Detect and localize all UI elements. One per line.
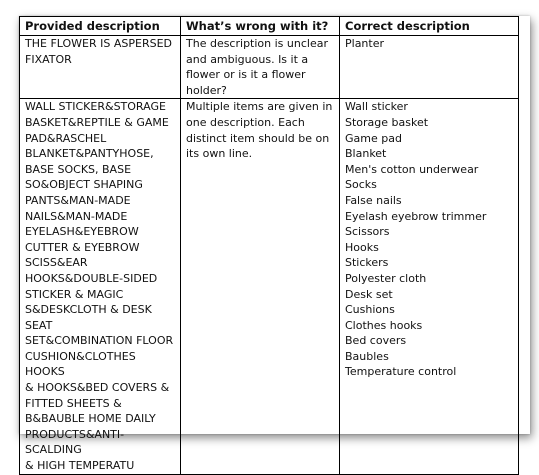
provided-line: PRODUCTS&ANTI-SCALDING <box>25 427 125 457</box>
correct-description-cell <box>340 36 519 99</box>
provided-line: FIXATOR <box>25 52 72 66</box>
provided-line: & HIGH TEMPERATU <box>25 459 135 473</box>
whats-wrong-cell <box>181 99 340 474</box>
correct-item: Baubles <box>345 349 389 363</box>
header-correct-description: Correct description <box>340 17 519 36</box>
provided-line: CUSHION&CLOTHES HOOKS <box>25 349 136 379</box>
correct-item: Wall sticker <box>345 100 408 114</box>
wrong-line: one description. Each <box>186 115 305 129</box>
table-row <box>20 36 519 99</box>
header-whats-wrong: What’s wrong with it? <box>181 17 340 36</box>
provided-line: S&DESKCLOTH & DESK SEAT <box>25 303 152 332</box>
correct-item: Eyelash eyebrow trimmer <box>345 209 487 223</box>
correct-item: Hooks <box>345 240 379 254</box>
provided-description-cell <box>20 36 181 99</box>
provided-line: EYELASH&EYEBROW <box>25 225 139 239</box>
description-table <box>19 16 519 475</box>
correct-item: Men's cotton underwear <box>345 162 479 176</box>
correct-item: Scissors <box>345 225 390 239</box>
correct-item: Storage basket <box>345 115 429 129</box>
provided-line: BASKET&REPTILE & GAME <box>25 115 169 129</box>
wrong-line: and ambiguous. Is it a <box>186 52 309 66</box>
header-row <box>20 17 519 36</box>
correct-description-cell <box>340 99 519 474</box>
correct-item: Game pad <box>345 131 402 145</box>
provided-line: WALL STICKER&STORAGE <box>25 100 166 114</box>
provided-line: BLANKET&PANTYHOSE, <box>25 147 154 161</box>
correct-item: Planter <box>345 37 385 50</box>
provided-line: SO&OBJECT SHAPING <box>25 178 143 192</box>
provided-description-cell <box>20 99 181 474</box>
provided-line: BASE SOCKS, BASE <box>25 162 132 176</box>
provided-line: SET&COMBINATION FLOOR <box>25 334 174 348</box>
provided-line: STICKER & MAGIC <box>25 287 124 301</box>
wrong-line: The description is unclear <box>186 37 328 50</box>
provided-line: PANTS&MAN-MADE <box>25 193 131 207</box>
correct-item: Polyester cloth <box>345 271 427 285</box>
provided-line: CUTTER & EYEBROW <box>25 240 140 254</box>
wrong-line: Multiple items are given in <box>186 100 333 114</box>
correct-item: Stickers <box>345 256 389 270</box>
table-row <box>20 99 519 474</box>
table-card <box>19 16 530 473</box>
provided-line: NAILS&MAN-MADE <box>25 209 128 223</box>
header-provided-description: Provided description <box>20 17 181 36</box>
wrong-line: its own line. <box>186 147 253 161</box>
provided-line: THE FLOWER IS ASPERSED <box>25 37 172 50</box>
provided-line: B&BAUBLE HOME DAILY <box>25 412 156 426</box>
correct-item: False nails <box>345 193 402 207</box>
whats-wrong-cell <box>181 36 340 99</box>
provided-line: & HOOKS&BED COVERS & <box>25 381 170 395</box>
provided-line: FITTED SHEETS & <box>25 396 122 410</box>
correct-item: Desk set <box>345 287 393 301</box>
correct-item: Bed covers <box>345 334 407 348</box>
correct-item: Blanket <box>345 147 387 161</box>
correct-item: Cushions <box>345 303 395 317</box>
correct-item: Socks <box>345 178 377 192</box>
correct-item: Clothes hooks <box>345 318 423 332</box>
wrong-line: distinct item should be on <box>186 131 330 145</box>
provided-line: HOOKS&DOUBLE-SIDED <box>25 271 158 285</box>
provided-line: SCISS&EAR <box>25 256 88 270</box>
wrong-line: holder? <box>186 83 227 97</box>
wrong-line: flower or is it a flower <box>186 68 306 82</box>
provided-line: PAD&RASCHEL <box>25 131 107 145</box>
correct-item: Temperature control <box>345 365 457 379</box>
